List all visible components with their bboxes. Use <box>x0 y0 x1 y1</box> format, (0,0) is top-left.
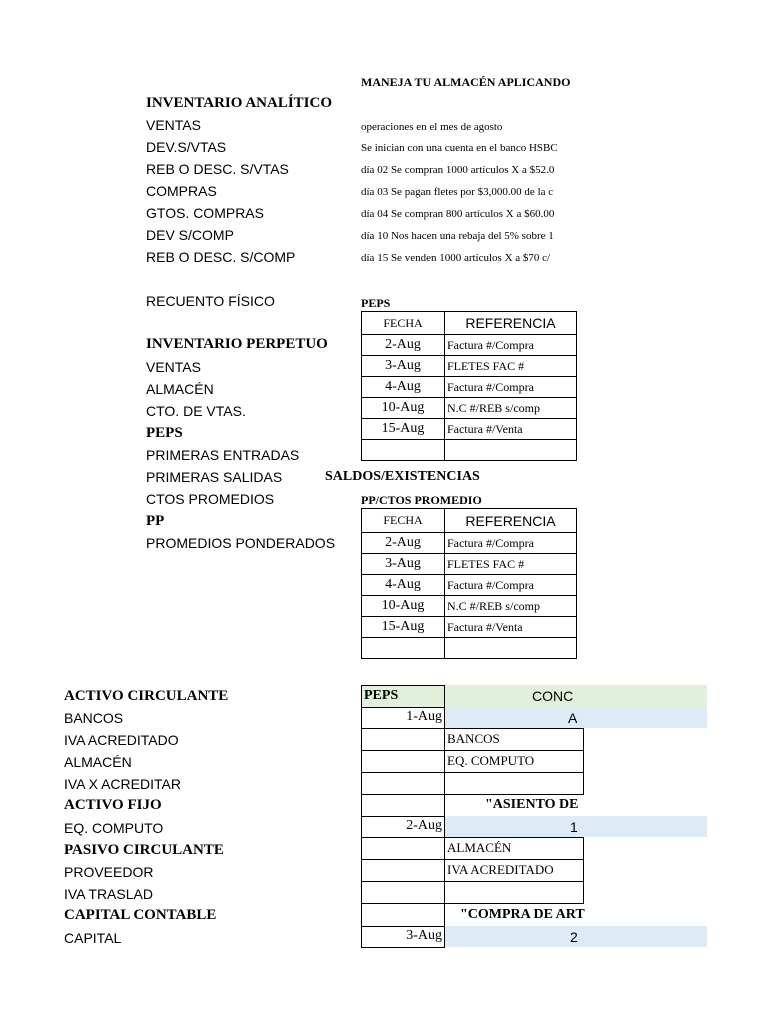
operacion-line: día 03 Se pagan fletes por $3,000.00 de la c <box>361 186 554 198</box>
analitico-item: COMPRAS <box>146 183 217 199</box>
referencia-cell: N.C #/REB s/comp <box>444 596 576 617</box>
table-row <box>362 377 577 398</box>
operacion-line: Se inician con una cuenta en el banco HSBC <box>361 142 558 154</box>
fecha-cell: 10-Aug <box>362 596 445 617</box>
analitico-item: DEV.S/VTAS <box>146 139 227 155</box>
referencia-cell: Factura #/Compra <box>444 575 576 596</box>
activo-circulante-title: ACTIVO CIRCULANTE <box>64 688 229 704</box>
journal-account-cell: BANCOS <box>444 728 584 751</box>
fecha-cell: 3-Aug <box>362 554 445 575</box>
fecha-header: FECHA <box>362 312 445 335</box>
table-row <box>362 356 577 377</box>
table-row <box>362 617 577 638</box>
table-row <box>362 554 577 575</box>
balance-item: IVA X ACREDITAR <box>64 776 181 792</box>
perpetuo-item: CTO. DE VTAS. <box>146 403 246 419</box>
journal-account-cell: EQ. COMPUTO <box>444 750 584 773</box>
journal-compra-label: "COMPRA DE ART <box>460 907 585 922</box>
journal-empty-cell <box>361 772 445 795</box>
pp-item: PROMEDIOS PONDERADOS <box>146 535 336 551</box>
fecha-cell: 15-Aug <box>362 617 445 638</box>
referencia-cell: Factura #/Venta <box>444 419 576 440</box>
journal-asiento-label: "ASIENTO DE <box>485 797 579 812</box>
saldos-existencias: SALDOS/EXISTENCIAS <box>325 469 480 484</box>
fecha-cell: 15-Aug <box>362 419 445 440</box>
fecha-cell: 2-Aug <box>362 533 445 554</box>
journal-amount-tail: A <box>568 710 578 726</box>
pp-table-title: PP/CTOS PROMEDIO <box>361 493 482 507</box>
page-title: MANEJA TU ALMACÉN APLICANDO <box>361 75 571 89</box>
peps-item: PRIMERAS ENTRADAS <box>146 447 300 463</box>
peps-item: PRIMERAS SALIDAS <box>146 469 283 485</box>
analitico-title: INVENTARIO ANALÍTICO <box>146 95 333 111</box>
balance-item: BANCOS <box>64 710 124 726</box>
journal-account-cell: ALMACÉN <box>444 837 584 860</box>
fecha-cell: 10-Aug <box>362 398 445 419</box>
referencia-cell <box>444 638 576 659</box>
referencia-cell: FLETES FAC # <box>444 356 576 377</box>
journal-empty-cell <box>361 903 445 927</box>
operacion-line: día 10 Nos hacen una rebaja del 5% sobre 1 <box>361 230 554 242</box>
balance-item: EQ. COMPUTO <box>64 820 164 836</box>
fecha-header: FECHA <box>362 509 445 533</box>
fecha-cell: 4-Aug <box>362 377 445 398</box>
referencia-cell: Factura #/Compra <box>444 335 576 356</box>
journal-peps-header: PEPS <box>361 685 445 708</box>
journal-date-cell: 2-Aug <box>361 816 445 838</box>
table-row <box>362 335 577 356</box>
referencia-header: REFERENCIA <box>444 312 576 335</box>
perpetuo-item: VENTAS <box>146 359 201 375</box>
fecha-cell <box>362 440 445 461</box>
peps-table <box>361 311 577 461</box>
peps-item: CTOS PROMEDIOS <box>146 491 275 507</box>
operacion-line: día 02 Se compran 1000 artículos X a $52.0 <box>361 164 555 176</box>
analitico-item: REB O DESC. S/VTAS <box>146 161 289 177</box>
operacion-line: día 04 Se compran 800 artículos X a $60.00 <box>361 208 555 220</box>
journal-amount-tail: 2 <box>570 929 578 945</box>
fecha-cell: 3-Aug <box>362 356 445 377</box>
referencia-cell: Factura #/Compra <box>444 533 576 554</box>
peps-title: PEPS <box>146 425 183 441</box>
journal-empty-cell <box>444 772 584 795</box>
balance-item: PROVEEDOR <box>64 864 154 880</box>
activo-fijo-title: ACTIVO FIJO <box>64 797 162 813</box>
journal-date-cell: 3-Aug <box>361 926 445 948</box>
analitico-item: VENTAS <box>146 117 201 133</box>
table-row <box>362 638 577 659</box>
operacion-line: operaciones en el mes de agosto <box>361 121 503 133</box>
recuento-fisico: RECUENTO FÍSICO <box>146 293 275 309</box>
fecha-cell: 2-Aug <box>362 335 445 356</box>
journal-empty-cell <box>361 750 445 773</box>
pp-title: PP <box>146 513 165 529</box>
journal-concept-header: CONC <box>532 688 574 704</box>
table-row <box>362 440 577 461</box>
balance-item: ALMACÉN <box>64 754 132 770</box>
referencia-cell: FLETES FAC # <box>444 554 576 575</box>
journal-empty-cell <box>361 881 445 904</box>
balance-item: IVA TRASLAD <box>64 886 153 902</box>
table-header-row <box>362 312 577 335</box>
analitico-item: DEV S/COMP <box>146 227 234 243</box>
journal-empty-cell <box>361 859 445 882</box>
table-header-row <box>362 509 577 533</box>
journal-empty-cell <box>361 728 445 751</box>
referencia-cell <box>444 440 576 461</box>
fecha-cell: 4-Aug <box>362 575 445 596</box>
journal-amount-tail: 1 <box>570 819 578 835</box>
table-row <box>362 419 577 440</box>
balance-item: IVA ACREDITADO <box>64 732 179 748</box>
referencia-cell: Factura #/Compra <box>444 377 576 398</box>
fecha-cell <box>362 638 445 659</box>
journal-empty-cell <box>444 881 584 904</box>
pp-table <box>361 508 577 659</box>
perpetuo-title: INVENTARIO PERPETUO <box>146 336 328 352</box>
journal-account-cell: IVA ACREDITADO <box>444 859 584 882</box>
analitico-item: GTOS. COMPRAS <box>146 205 264 221</box>
table-row <box>362 596 577 617</box>
perpetuo-item: ALMACÉN <box>146 381 214 397</box>
analitico-item: REB O DESC. S/COMP <box>146 249 296 265</box>
table-row <box>362 575 577 596</box>
table-row <box>362 533 577 554</box>
journal-empty-cell <box>361 837 445 860</box>
referencia-cell: N.C #/REB s/comp <box>444 398 576 419</box>
journal-date-cell: 1-Aug <box>361 707 445 729</box>
capital-contable-title: CAPITAL CONTABLE <box>64 907 217 923</box>
balance-item: CAPITAL <box>64 930 122 946</box>
journal-empty-cell <box>361 794 445 817</box>
referencia-cell: Factura #/Venta <box>444 617 576 638</box>
referencia-header: REFERENCIA <box>444 509 576 533</box>
pasivo-circulante-title: PASIVO CIRCULANTE <box>64 842 224 858</box>
operacion-line: día 15 Se venden 1000 artículos X a $70 c/ <box>361 252 551 264</box>
peps-table-title: PEPS <box>361 296 391 310</box>
table-row <box>362 398 577 419</box>
